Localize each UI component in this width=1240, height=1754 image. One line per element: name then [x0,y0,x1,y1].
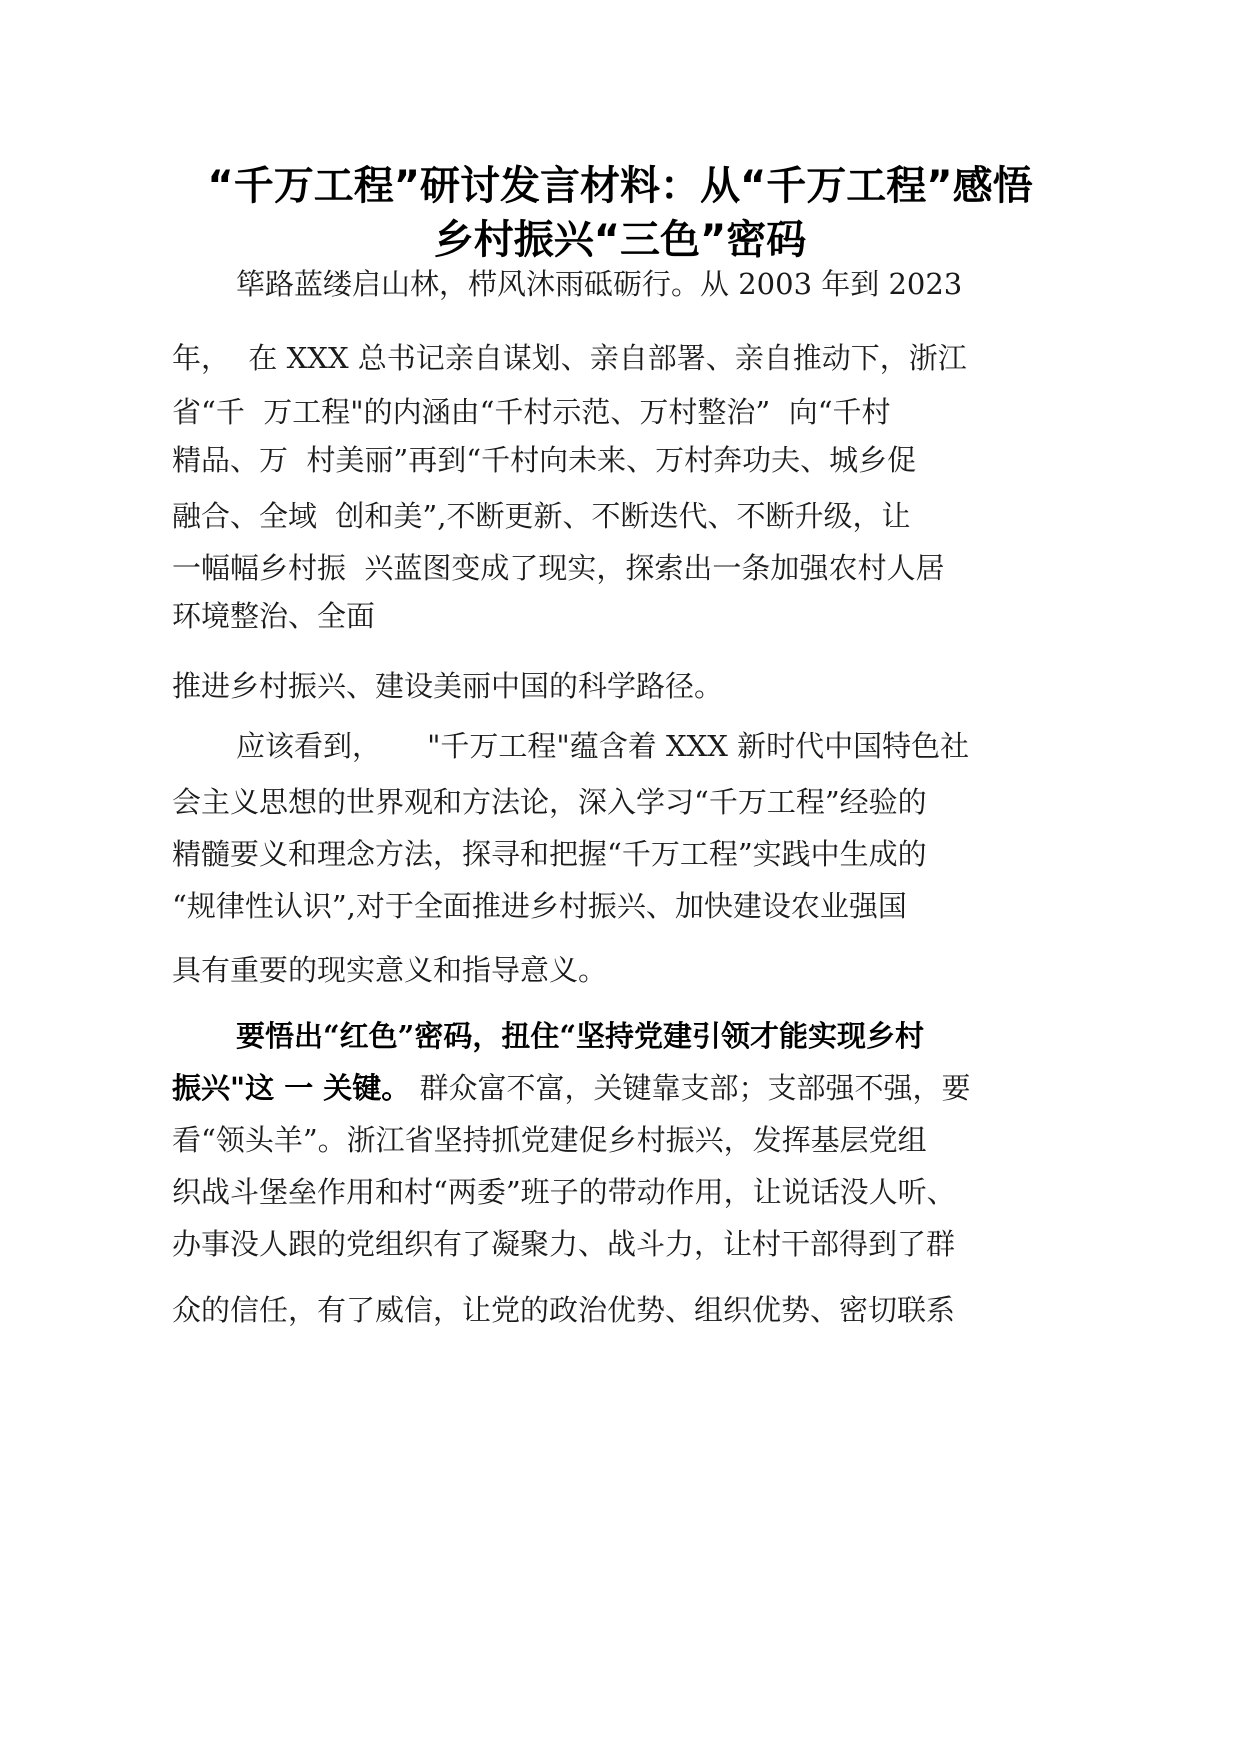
paragraph-1-line-1: 筚路蓝缕启山林，栉风沐雨砥砺行。从 2003 年到 2023 [236,267,963,301]
paragraph-3-heading-line-2: 振兴"这 一 关键。 [172,1071,411,1105]
paragraph-3-line-2-rest: 群众富不富，关键靠支部；支部强不强，要 [410,1071,971,1105]
paragraph-2-line-3: 精髓要义和理念方法，探寻和把握“千万工程”实践中生成的 [172,837,927,871]
paragraph-1-line-8: 推进乡村振兴、建设美丽中国的科学路径。 [172,669,724,703]
paragraph-3-line-4: 织战斗堡垒作用和村“两委”班子的带动作用，让说话没人听、 [172,1175,956,1209]
document-title-line-1: “千万工程”研讨发言材料：从“千万工程”感悟 [207,163,1033,209]
paragraph-3-heading-line-1: 要悟出“红色”密码，扭住“坚持党建引领才能实现乡村 [236,1019,925,1053]
paragraph-3-line-3: 看“领头羊”。浙江省坚持抓党建促乡村振兴，发挥基层党组 [172,1123,927,1157]
paragraph-3-line-6: 众的信任，有了威信，让党的政治优势、组织优势、密切联系 [172,1293,956,1327]
paragraph-3-line-2 [172,1068,971,1108]
paragraph-1-line-2: 年， 在 XXX 总书记亲自谋划、亲自部署、亲自推动下，浙江 [172,341,967,375]
paragraph-2-line-5: 具有重要的现实意义和指导意义。 [172,953,608,987]
paragraph-2-line-1: 应该看到， "千万工程"蕴含着 XXX 新时代中国特色社 [236,729,970,763]
paragraph-1-line-3: 省“千 万工程"的内涵由“千村示范、万村整治” 向“千村 [172,395,891,429]
document-title-line-2: 乡村振兴“三色”密码 [433,217,807,263]
paragraph-1-line-5: 融合、全域 创和美”,不断更新、不断迭代、不断升级，让 [172,499,911,533]
paragraph-1-line-6: 一幅幅乡村振 兴蓝图变成了现实，探索出一条加强农村人居 [172,551,945,585]
paragraph-2-line-4: “规律性认识”,对于全面推进乡村振兴、加快建设农业强国 [172,889,907,923]
paragraph-2-line-2: 会主义思想的世界观和方法论，深入学习“千万工程”经验的 [172,785,927,819]
paragraph-1-line-4: 精品、万 村美丽”再到“千村向未来、万村奔功夫、城乡促 [172,443,917,477]
paragraph-3-line-5: 办事没人跟的党组织有了凝聚力、战斗力，让村干部得到了群 [172,1227,956,1261]
paragraph-1-line-7: 环境整治、全面 [172,599,376,633]
